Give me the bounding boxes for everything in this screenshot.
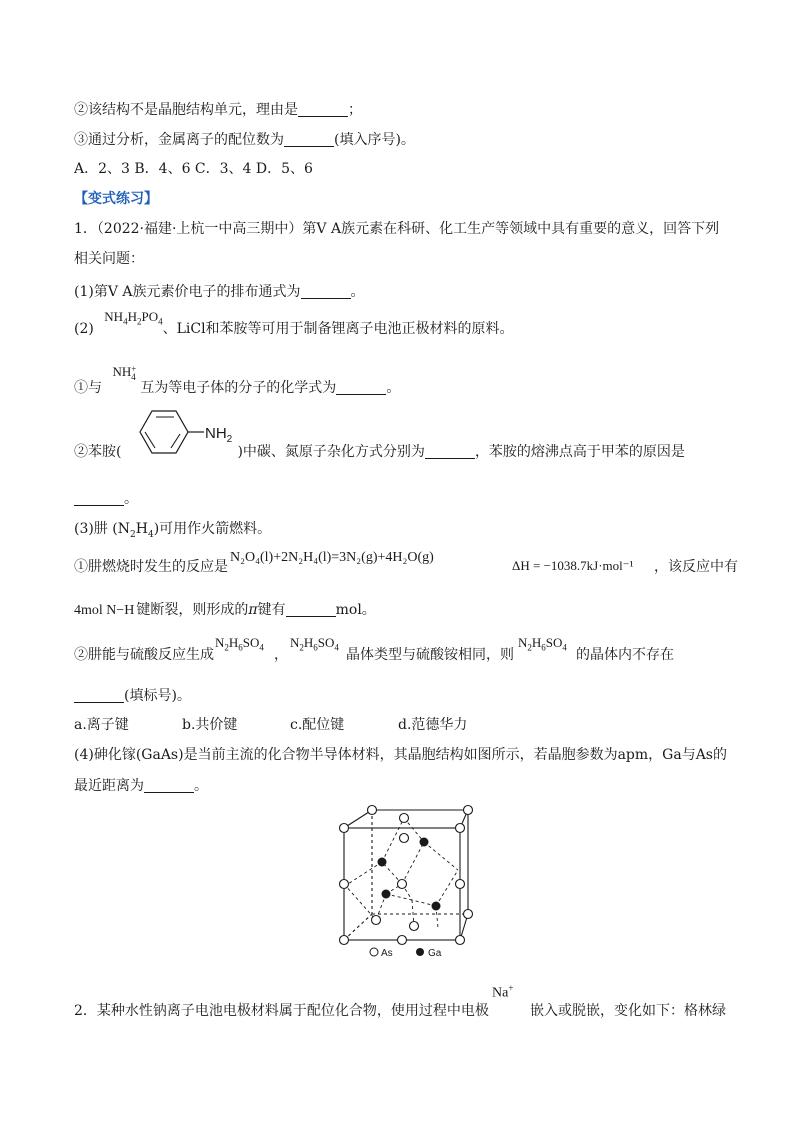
choice-a: a.离子键 bbox=[74, 717, 129, 733]
answer-options: A．2、3 B．4、6 C．3、4 D．5、6 bbox=[74, 161, 313, 177]
subquestion-3-2: ②肼能与硫酸反应生成 bbox=[74, 647, 214, 663]
as-atom bbox=[398, 880, 407, 889]
subquestion-2-2-cont: 。 bbox=[74, 491, 138, 506]
as-atom bbox=[398, 936, 407, 945]
subquestion-4-cont: 最近距离为 。 bbox=[74, 778, 208, 794]
subquestion-3-2-tail: 的晶体内不存在 bbox=[576, 647, 674, 663]
problem-1-intro: 1．（2022·福建·上杭一中高三期中）第Ⅴ A族元素在科研、化工生产等领域中具有重要的意义，回答下列 bbox=[74, 221, 720, 237]
double-bond bbox=[171, 434, 180, 448]
as-atom bbox=[456, 880, 465, 889]
subquestion-3: (3)肼 $(N_2H_4)$可用作火箭燃料。 bbox=[74, 521, 272, 540]
subquestion-1: (1)第Ⅴ A族元素价电子的排布通式为 。 bbox=[74, 284, 365, 300]
formula-n2h6so4: $N_2H_6SO_4$ bbox=[518, 635, 567, 653]
formula-na-plus: Na+ bbox=[492, 983, 514, 1001]
subquestion-3-2-cont: (填标号)。 bbox=[74, 688, 191, 703]
enthalpy-value: ΔH = −1038.7kJ·mol⁻¹ bbox=[512, 558, 634, 573]
as-atom bbox=[340, 824, 349, 833]
aniline-structure bbox=[124, 404, 240, 460]
answer-blank[interactable] bbox=[425, 444, 475, 459]
answer-blank[interactable] bbox=[144, 778, 194, 793]
subquestion-3-1: ①肼燃烧时发生的反应是 bbox=[74, 559, 228, 575]
problem-2-intro: 2．某种水性钠离子电池电极材料属于配位化合物，使用过程中电极 bbox=[74, 1003, 489, 1019]
ga-atom bbox=[378, 858, 387, 867]
formula-nh4-plus: NH+ 4 bbox=[112, 363, 137, 383]
ga-atom bbox=[382, 890, 391, 899]
question-3-line: ③通过分析，金属离子的配位数为 (填入序号)。 bbox=[74, 132, 415, 148]
subquestion-2: (2) $NH_4H_2PO_4$、LiCl和苯胺等可用于制备锂离子电池正极材料的原料。 bbox=[74, 309, 514, 337]
cell-edges bbox=[344, 810, 468, 940]
as-atom bbox=[456, 824, 465, 833]
as-atom bbox=[340, 936, 349, 945]
ga-atoms bbox=[378, 838, 441, 911]
ga-legend-label: Ga bbox=[428, 948, 442, 959]
as-atom bbox=[368, 806, 377, 815]
answer-blank[interactable] bbox=[284, 132, 334, 147]
gaas-unit-cell-figure bbox=[320, 800, 480, 962]
reaction-equation: N₂O₄(l)+2N₂H₄(l)=3N₂(g)+4H₂O(g) bbox=[230, 550, 434, 565]
subquestion-3-1-tail: ，该反应中有 bbox=[654, 559, 738, 575]
problem-2-intro-tail: 嵌入或脱嵌，变化如下：格林绿 bbox=[530, 1003, 726, 1019]
formula-nh-bond: 4mol N−H bbox=[74, 603, 135, 618]
subquestion-2-1: ①与 NH+ 4互为等电子体的分子的化学式为 。 bbox=[74, 363, 401, 396]
formula-n2h6so4: $N_2H_6SO_4$ bbox=[215, 635, 264, 653]
answer-blank[interactable] bbox=[301, 284, 351, 299]
double-bond bbox=[145, 432, 155, 448]
ga-atom bbox=[420, 838, 429, 847]
answer-blank[interactable] bbox=[74, 688, 124, 703]
choice-c: c.配位键 bbox=[290, 717, 345, 733]
comma: ， bbox=[274, 647, 288, 663]
as-atom bbox=[464, 910, 473, 919]
as-atom bbox=[400, 814, 409, 823]
subquestion-3-1-cont: 4mol N−H 键断裂，则形成的π键有 mol。 bbox=[74, 602, 376, 618]
answer-blank[interactable] bbox=[298, 102, 348, 117]
problem-1-intro-cont: 相关问题： bbox=[74, 251, 144, 267]
as-atom bbox=[372, 916, 381, 925]
as-atom bbox=[464, 806, 473, 815]
formula-nh4h2po4: $NH_4H_2PO_4$ bbox=[104, 309, 163, 327]
amino-label: $NH_2$ bbox=[205, 425, 233, 445]
section-heading: 【变式练习】 bbox=[74, 191, 158, 207]
choice-b: b.共价键 bbox=[182, 717, 238, 733]
as-atom bbox=[410, 922, 419, 931]
as-atoms bbox=[340, 806, 473, 945]
question-2-line: ②该结构不是晶胞结构单元，理由是 ； bbox=[74, 102, 362, 118]
formula-n2h6so4: $N_2H_6SO_4$ bbox=[290, 635, 339, 653]
subquestion-3-2-mid: 晶体类型与硫酸铵相同，则 bbox=[346, 647, 514, 663]
as-legend-label: As bbox=[381, 948, 393, 959]
as-atom bbox=[456, 936, 465, 945]
as-atom bbox=[340, 880, 349, 889]
subquestion-4: (4)砷化镓(GaAs)是当前主流的化合物半导体材料，其晶胞结构如图所示，若晶胞参数为apm，Ga与As的 bbox=[74, 747, 727, 763]
ga-atom bbox=[432, 902, 441, 911]
ga-legend-icon bbox=[416, 948, 424, 956]
choice-d: d.范德华力 bbox=[398, 717, 468, 733]
answer-blank[interactable] bbox=[336, 380, 386, 395]
subquestion-2-2: ②苯胺( )中碳、氮原子杂化方式分别为 ，苯胺的熔沸点高于甲苯的原因是 bbox=[74, 444, 685, 460]
answer-blank[interactable] bbox=[286, 602, 336, 617]
as-legend-icon bbox=[370, 948, 378, 956]
answer-blank[interactable] bbox=[74, 491, 124, 506]
as-atom bbox=[400, 834, 409, 843]
